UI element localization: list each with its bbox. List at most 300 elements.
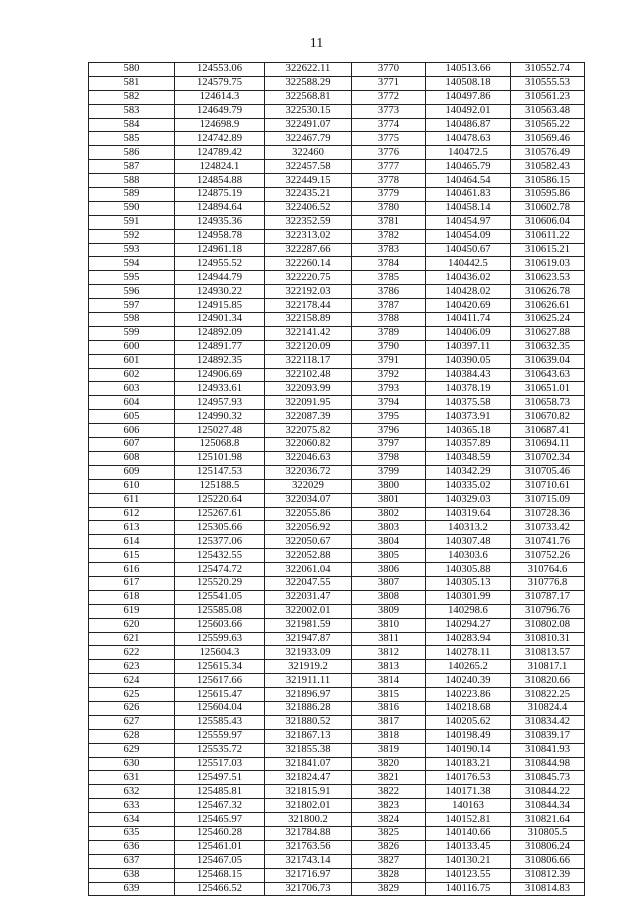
y-coordinate-a-cell: 321800.2 — [265, 813, 352, 827]
point-number-a-cell: 630 — [89, 757, 175, 771]
point-number-a-cell: 609 — [89, 465, 175, 479]
point-number-a-cell: 592 — [89, 229, 175, 243]
table-row — [89, 299, 585, 313]
x-coordinate-a-cell: 125432.55 — [175, 549, 265, 563]
x-coordinate-b-cell: 140486.87 — [426, 118, 511, 132]
x-coordinate-b-cell: 140384.43 — [426, 368, 511, 382]
x-coordinate-a-cell: 124915.85 — [175, 299, 265, 313]
point-number-a-cell: 627 — [89, 715, 175, 729]
y-coordinate-b-cell: 310625.24 — [511, 313, 585, 327]
x-coordinate-a-cell: 125467.05 — [175, 854, 265, 868]
table-row — [89, 840, 585, 854]
point-number-a-cell: 635 — [89, 826, 175, 840]
y-coordinate-a-cell: 322002.01 — [265, 604, 352, 618]
point-number-a-cell: 598 — [89, 313, 175, 327]
table-row — [89, 493, 585, 507]
y-coordinate-a-cell: 322352.59 — [265, 215, 352, 229]
x-coordinate-b-cell: 140305.13 — [426, 576, 511, 590]
point-number-a-cell: 591 — [89, 215, 175, 229]
y-coordinate-a-cell: 322178.44 — [265, 299, 352, 313]
y-coordinate-a-cell: 322141.42 — [265, 326, 352, 340]
x-coordinate-b-cell: 140329.03 — [426, 493, 511, 507]
point-number-b-cell: 3798 — [352, 451, 426, 465]
x-coordinate-b-cell: 140198.49 — [426, 729, 511, 743]
y-coordinate-a-cell: 322192.03 — [265, 285, 352, 299]
table-row — [89, 799, 585, 813]
y-coordinate-a-cell: 322406.52 — [265, 201, 352, 215]
x-coordinate-b-cell: 140335.02 — [426, 479, 511, 493]
point-number-a-cell: 595 — [89, 271, 175, 285]
point-number-a-cell: 612 — [89, 507, 175, 521]
x-coordinate-b-cell: 140497.86 — [426, 90, 511, 104]
y-coordinate-b-cell: 310563.48 — [511, 104, 585, 118]
point-number-a-cell: 589 — [89, 188, 175, 202]
table-row — [89, 715, 585, 729]
x-coordinate-a-cell: 125617.66 — [175, 674, 265, 688]
point-number-b-cell: 3811 — [352, 632, 426, 646]
x-coordinate-a-cell: 125147.53 — [175, 465, 265, 479]
point-number-a-cell: 604 — [89, 396, 175, 410]
point-number-b-cell: 3785 — [352, 271, 426, 285]
point-number-a-cell: 634 — [89, 813, 175, 827]
y-coordinate-b-cell: 310824.4 — [511, 701, 585, 715]
x-coordinate-b-cell: 140342.29 — [426, 465, 511, 479]
y-coordinate-a-cell: 322120.09 — [265, 340, 352, 354]
y-coordinate-a-cell: 321919.2 — [265, 660, 352, 674]
x-coordinate-b-cell: 140397.11 — [426, 340, 511, 354]
y-coordinate-b-cell: 310576.49 — [511, 146, 585, 160]
point-number-b-cell: 3824 — [352, 813, 426, 827]
point-number-b-cell: 3772 — [352, 90, 426, 104]
y-coordinate-b-cell: 310841.93 — [511, 743, 585, 757]
point-number-a-cell: 587 — [89, 160, 175, 174]
point-number-b-cell: 3788 — [352, 313, 426, 327]
y-coordinate-a-cell: 321886.28 — [265, 701, 352, 715]
x-coordinate-a-cell: 125466.52 — [175, 882, 265, 896]
point-number-a-cell: 599 — [89, 326, 175, 340]
point-number-a-cell: 611 — [89, 493, 175, 507]
y-coordinate-b-cell: 310702.34 — [511, 451, 585, 465]
table-row — [89, 340, 585, 354]
table-row — [89, 354, 585, 368]
y-coordinate-b-cell: 310606.04 — [511, 215, 585, 229]
point-number-a-cell: 594 — [89, 257, 175, 271]
y-coordinate-a-cell: 321880.52 — [265, 715, 352, 729]
point-number-a-cell: 581 — [89, 76, 175, 90]
x-coordinate-a-cell: 125520.29 — [175, 576, 265, 590]
x-coordinate-b-cell: 140442.5 — [426, 257, 511, 271]
point-number-a-cell: 613 — [89, 521, 175, 535]
table-row — [89, 813, 585, 827]
y-coordinate-a-cell: 322622.11 — [265, 63, 352, 77]
x-coordinate-a-cell: 125267.61 — [175, 507, 265, 521]
y-coordinate-b-cell: 310839.17 — [511, 729, 585, 743]
x-coordinate-a-cell: 124614.3 — [175, 90, 265, 104]
point-number-b-cell: 3806 — [352, 563, 426, 577]
x-coordinate-a-cell: 124789.42 — [175, 146, 265, 160]
x-coordinate-b-cell: 140205.62 — [426, 715, 511, 729]
x-coordinate-b-cell: 140319.64 — [426, 507, 511, 521]
y-coordinate-b-cell: 310582.43 — [511, 160, 585, 174]
y-coordinate-a-cell: 322460 — [265, 146, 352, 160]
table-row — [89, 743, 585, 757]
x-coordinate-a-cell: 125465.97 — [175, 813, 265, 827]
x-coordinate-a-cell: 125535.72 — [175, 743, 265, 757]
table-row — [89, 521, 585, 535]
x-coordinate-a-cell: 125615.34 — [175, 660, 265, 674]
point-number-a-cell: 624 — [89, 674, 175, 688]
point-number-a-cell: 621 — [89, 632, 175, 646]
point-number-b-cell: 3787 — [352, 299, 426, 313]
y-coordinate-b-cell: 310787.17 — [511, 590, 585, 604]
x-coordinate-b-cell: 140450.67 — [426, 243, 511, 257]
x-coordinate-a-cell: 125585.43 — [175, 715, 265, 729]
point-number-b-cell: 3826 — [352, 840, 426, 854]
point-number-b-cell: 3783 — [352, 243, 426, 257]
x-coordinate-b-cell: 140176.53 — [426, 771, 511, 785]
point-number-b-cell: 3774 — [352, 118, 426, 132]
x-coordinate-b-cell: 140190.14 — [426, 743, 511, 757]
x-coordinate-b-cell: 140472.5 — [426, 146, 511, 160]
point-number-a-cell: 583 — [89, 104, 175, 118]
table-row — [89, 243, 585, 257]
point-number-b-cell: 3812 — [352, 646, 426, 660]
y-coordinate-b-cell: 310619.03 — [511, 257, 585, 271]
table-row — [89, 507, 585, 521]
point-number-a-cell: 614 — [89, 535, 175, 549]
point-number-b-cell: 3786 — [352, 285, 426, 299]
x-coordinate-a-cell: 125474.72 — [175, 563, 265, 577]
point-number-b-cell: 3829 — [352, 882, 426, 896]
table-row — [89, 757, 585, 771]
x-coordinate-b-cell: 140307.48 — [426, 535, 511, 549]
table-row — [89, 854, 585, 868]
y-coordinate-b-cell: 310658.73 — [511, 396, 585, 410]
point-number-b-cell: 3817 — [352, 715, 426, 729]
table-row — [89, 215, 585, 229]
y-coordinate-a-cell: 322031.47 — [265, 590, 352, 604]
x-coordinate-b-cell: 140492.01 — [426, 104, 511, 118]
y-coordinate-a-cell: 322118.17 — [265, 354, 352, 368]
point-number-b-cell: 3814 — [352, 674, 426, 688]
table-row — [89, 76, 585, 90]
point-number-a-cell: 602 — [89, 368, 175, 382]
table-row — [89, 729, 585, 743]
x-coordinate-a-cell: 125305.66 — [175, 521, 265, 535]
y-coordinate-a-cell: 321841.07 — [265, 757, 352, 771]
y-coordinate-b-cell: 310776.8 — [511, 576, 585, 590]
x-coordinate-a-cell: 125541.05 — [175, 590, 265, 604]
table-row — [89, 618, 585, 632]
y-coordinate-b-cell: 310796.76 — [511, 604, 585, 618]
point-number-a-cell: 597 — [89, 299, 175, 313]
x-coordinate-a-cell: 125027.48 — [175, 424, 265, 438]
point-number-b-cell: 3770 — [352, 63, 426, 77]
point-number-a-cell: 582 — [89, 90, 175, 104]
x-coordinate-a-cell: 125585.08 — [175, 604, 265, 618]
table-row — [89, 285, 585, 299]
x-coordinate-b-cell: 140508.18 — [426, 76, 511, 90]
y-coordinate-a-cell: 321716.97 — [265, 868, 352, 882]
x-coordinate-a-cell: 125468.15 — [175, 868, 265, 882]
y-coordinate-b-cell: 310611.22 — [511, 229, 585, 243]
x-coordinate-a-cell: 124875.19 — [175, 188, 265, 202]
y-coordinate-a-cell: 321802.01 — [265, 799, 352, 813]
y-coordinate-a-cell: 322036.72 — [265, 465, 352, 479]
point-number-b-cell: 3818 — [352, 729, 426, 743]
y-coordinate-b-cell: 310844.34 — [511, 799, 585, 813]
x-coordinate-b-cell: 140478.63 — [426, 132, 511, 146]
x-coordinate-a-cell: 124854.88 — [175, 174, 265, 188]
x-coordinate-a-cell: 125220.64 — [175, 493, 265, 507]
x-coordinate-a-cell: 125603.66 — [175, 618, 265, 632]
y-coordinate-a-cell: 321743.14 — [265, 854, 352, 868]
y-coordinate-b-cell: 310813.57 — [511, 646, 585, 660]
y-coordinate-b-cell: 310806.24 — [511, 840, 585, 854]
point-number-b-cell: 3820 — [352, 757, 426, 771]
y-coordinate-b-cell: 310802.08 — [511, 618, 585, 632]
y-coordinate-a-cell: 322102.48 — [265, 368, 352, 382]
point-number-b-cell: 3791 — [352, 354, 426, 368]
table-row — [89, 451, 585, 465]
point-number-b-cell: 3819 — [352, 743, 426, 757]
point-number-a-cell: 586 — [89, 146, 175, 160]
x-coordinate-a-cell: 124824.1 — [175, 160, 265, 174]
y-coordinate-b-cell: 310626.78 — [511, 285, 585, 299]
table-row — [89, 63, 585, 77]
point-number-b-cell: 3792 — [352, 368, 426, 382]
point-number-b-cell: 3789 — [352, 326, 426, 340]
x-coordinate-a-cell: 124944.79 — [175, 271, 265, 285]
y-coordinate-a-cell: 322046.63 — [265, 451, 352, 465]
y-coordinate-b-cell: 310626.61 — [511, 299, 585, 313]
y-coordinate-b-cell: 310817.1 — [511, 660, 585, 674]
point-number-b-cell: 3780 — [352, 201, 426, 215]
y-coordinate-a-cell: 322047.55 — [265, 576, 352, 590]
x-coordinate-a-cell: 125101.98 — [175, 451, 265, 465]
x-coordinate-b-cell: 140348.59 — [426, 451, 511, 465]
table-row — [89, 688, 585, 702]
table-row — [89, 146, 585, 160]
table-row — [89, 229, 585, 243]
x-coordinate-b-cell: 140223.86 — [426, 688, 511, 702]
point-number-a-cell: 616 — [89, 563, 175, 577]
point-number-a-cell: 617 — [89, 576, 175, 590]
x-coordinate-b-cell: 140464.54 — [426, 174, 511, 188]
x-coordinate-a-cell: 124901.34 — [175, 313, 265, 327]
point-number-a-cell: 600 — [89, 340, 175, 354]
y-coordinate-b-cell: 310752.26 — [511, 549, 585, 563]
table-row — [89, 771, 585, 785]
y-coordinate-a-cell: 322052.88 — [265, 549, 352, 563]
y-coordinate-b-cell: 310715.09 — [511, 493, 585, 507]
x-coordinate-a-cell: 124649.79 — [175, 104, 265, 118]
x-coordinate-a-cell: 124906.69 — [175, 368, 265, 382]
coordinates-table-body — [89, 63, 585, 896]
y-coordinate-b-cell: 310643.63 — [511, 368, 585, 382]
y-coordinate-b-cell: 310632.35 — [511, 340, 585, 354]
x-coordinate-a-cell: 124957.93 — [175, 396, 265, 410]
table-row — [89, 479, 585, 493]
x-coordinate-b-cell: 140428.02 — [426, 285, 511, 299]
point-number-b-cell: 3799 — [352, 465, 426, 479]
x-coordinate-b-cell: 140406.09 — [426, 326, 511, 340]
table-row — [89, 326, 585, 340]
x-coordinate-a-cell: 124553.06 — [175, 63, 265, 77]
x-coordinate-b-cell: 140294.27 — [426, 618, 511, 632]
y-coordinate-b-cell: 310845.73 — [511, 771, 585, 785]
y-coordinate-b-cell: 310555.53 — [511, 76, 585, 90]
table-row — [89, 563, 585, 577]
x-coordinate-b-cell: 140454.09 — [426, 229, 511, 243]
y-coordinate-b-cell: 310728.36 — [511, 507, 585, 521]
point-number-b-cell: 3782 — [352, 229, 426, 243]
x-coordinate-b-cell: 140278.11 — [426, 646, 511, 660]
x-coordinate-b-cell: 140301.99 — [426, 590, 511, 604]
y-coordinate-a-cell: 322287.66 — [265, 243, 352, 257]
x-coordinate-b-cell: 140378.19 — [426, 382, 511, 396]
y-coordinate-a-cell: 322056.92 — [265, 521, 352, 535]
x-coordinate-b-cell: 140152.81 — [426, 813, 511, 827]
x-coordinate-a-cell: 124892.09 — [175, 326, 265, 340]
point-number-a-cell: 585 — [89, 132, 175, 146]
x-coordinate-b-cell: 140265.2 — [426, 660, 511, 674]
y-coordinate-b-cell: 310741.76 — [511, 535, 585, 549]
table-row — [89, 604, 585, 618]
x-coordinate-b-cell: 140390.05 — [426, 354, 511, 368]
y-coordinate-a-cell: 322050.67 — [265, 535, 352, 549]
point-number-a-cell: 596 — [89, 285, 175, 299]
point-number-a-cell: 606 — [89, 424, 175, 438]
y-coordinate-b-cell: 310552.74 — [511, 63, 585, 77]
point-number-b-cell: 3775 — [352, 132, 426, 146]
x-coordinate-a-cell: 124955.52 — [175, 257, 265, 271]
y-coordinate-a-cell: 322093.99 — [265, 382, 352, 396]
y-coordinate-b-cell: 310834.42 — [511, 715, 585, 729]
table-row — [89, 882, 585, 896]
y-coordinate-b-cell: 310586.15 — [511, 174, 585, 188]
x-coordinate-a-cell: 124894.64 — [175, 201, 265, 215]
x-coordinate-b-cell: 140357.89 — [426, 438, 511, 452]
y-coordinate-b-cell: 310651.01 — [511, 382, 585, 396]
y-coordinate-b-cell: 310670.82 — [511, 410, 585, 424]
point-number-a-cell: 601 — [89, 354, 175, 368]
x-coordinate-b-cell: 140133.45 — [426, 840, 511, 854]
y-coordinate-b-cell: 310822.25 — [511, 688, 585, 702]
x-coordinate-a-cell: 125461.01 — [175, 840, 265, 854]
y-coordinate-a-cell: 321933.09 — [265, 646, 352, 660]
y-coordinate-b-cell: 310820.66 — [511, 674, 585, 688]
y-coordinate-b-cell: 310623.53 — [511, 271, 585, 285]
y-coordinate-b-cell: 310821.64 — [511, 813, 585, 827]
y-coordinate-b-cell: 310694.11 — [511, 438, 585, 452]
y-coordinate-b-cell: 310687.41 — [511, 424, 585, 438]
y-coordinate-a-cell: 321763.56 — [265, 840, 352, 854]
x-coordinate-b-cell: 140298.6 — [426, 604, 511, 618]
x-coordinate-b-cell: 140140.66 — [426, 826, 511, 840]
x-coordinate-a-cell: 124892.35 — [175, 354, 265, 368]
table-row — [89, 160, 585, 174]
y-coordinate-a-cell: 322075.82 — [265, 424, 352, 438]
point-number-a-cell: 628 — [89, 729, 175, 743]
x-coordinate-a-cell: 124933.61 — [175, 382, 265, 396]
x-coordinate-b-cell: 140420.69 — [426, 299, 511, 313]
point-number-a-cell: 638 — [89, 868, 175, 882]
point-number-b-cell: 3805 — [352, 549, 426, 563]
x-coordinate-a-cell: 125599.63 — [175, 632, 265, 646]
point-number-b-cell: 3822 — [352, 785, 426, 799]
y-coordinate-b-cell: 310764.6 — [511, 563, 585, 577]
x-coordinate-b-cell: 140283.94 — [426, 632, 511, 646]
x-coordinate-a-cell: 124579.75 — [175, 76, 265, 90]
table-row — [89, 632, 585, 646]
x-coordinate-a-cell: 125377.06 — [175, 535, 265, 549]
point-number-a-cell: 625 — [89, 688, 175, 702]
table-row — [89, 132, 585, 146]
y-coordinate-a-cell: 321867.13 — [265, 729, 352, 743]
x-coordinate-a-cell: 125467.32 — [175, 799, 265, 813]
x-coordinate-b-cell: 140465.79 — [426, 160, 511, 174]
x-coordinate-b-cell: 140116.75 — [426, 882, 511, 896]
x-coordinate-a-cell: 124990.32 — [175, 410, 265, 424]
table-row — [89, 174, 585, 188]
point-number-b-cell: 3813 — [352, 660, 426, 674]
x-coordinate-a-cell: 124698.9 — [175, 118, 265, 132]
x-coordinate-a-cell: 125615.47 — [175, 688, 265, 702]
y-coordinate-a-cell: 322087.39 — [265, 410, 352, 424]
page-number: 11 — [309, 36, 324, 51]
x-coordinate-b-cell: 140240.39 — [426, 674, 511, 688]
y-coordinate-b-cell: 310602.78 — [511, 201, 585, 215]
x-coordinate-a-cell: 125497.51 — [175, 771, 265, 785]
point-number-a-cell: 631 — [89, 771, 175, 785]
table-row — [89, 188, 585, 202]
x-coordinate-b-cell: 140123.55 — [426, 868, 511, 882]
x-coordinate-a-cell: 125604.04 — [175, 701, 265, 715]
table-row — [89, 785, 585, 799]
point-number-b-cell: 3795 — [352, 410, 426, 424]
table-row — [89, 660, 585, 674]
point-number-b-cell: 3828 — [352, 868, 426, 882]
point-number-b-cell: 3793 — [352, 382, 426, 396]
table-row — [89, 90, 585, 104]
y-coordinate-a-cell: 321911.11 — [265, 674, 352, 688]
point-number-b-cell: 3777 — [352, 160, 426, 174]
table-row — [89, 674, 585, 688]
table-row — [89, 410, 585, 424]
y-coordinate-a-cell: 322491.07 — [265, 118, 352, 132]
y-coordinate-b-cell: 310639.04 — [511, 354, 585, 368]
point-number-b-cell: 3781 — [352, 215, 426, 229]
point-number-a-cell: 623 — [89, 660, 175, 674]
x-coordinate-a-cell: 125068.8 — [175, 438, 265, 452]
y-coordinate-a-cell: 321824.47 — [265, 771, 352, 785]
table-row — [89, 201, 585, 215]
point-number-a-cell: 637 — [89, 854, 175, 868]
x-coordinate-a-cell: 125559.97 — [175, 729, 265, 743]
y-coordinate-a-cell: 322260.14 — [265, 257, 352, 271]
point-number-a-cell: 593 — [89, 243, 175, 257]
x-coordinate-a-cell: 125188.5 — [175, 479, 265, 493]
point-number-b-cell: 3809 — [352, 604, 426, 618]
y-coordinate-a-cell: 321815.91 — [265, 785, 352, 799]
y-coordinate-a-cell: 322313.02 — [265, 229, 352, 243]
table-row — [89, 549, 585, 563]
y-coordinate-a-cell: 322588.29 — [265, 76, 352, 90]
y-coordinate-b-cell: 310569.46 — [511, 132, 585, 146]
y-coordinate-a-cell: 322060.82 — [265, 438, 352, 452]
point-number-b-cell: 3823 — [352, 799, 426, 813]
